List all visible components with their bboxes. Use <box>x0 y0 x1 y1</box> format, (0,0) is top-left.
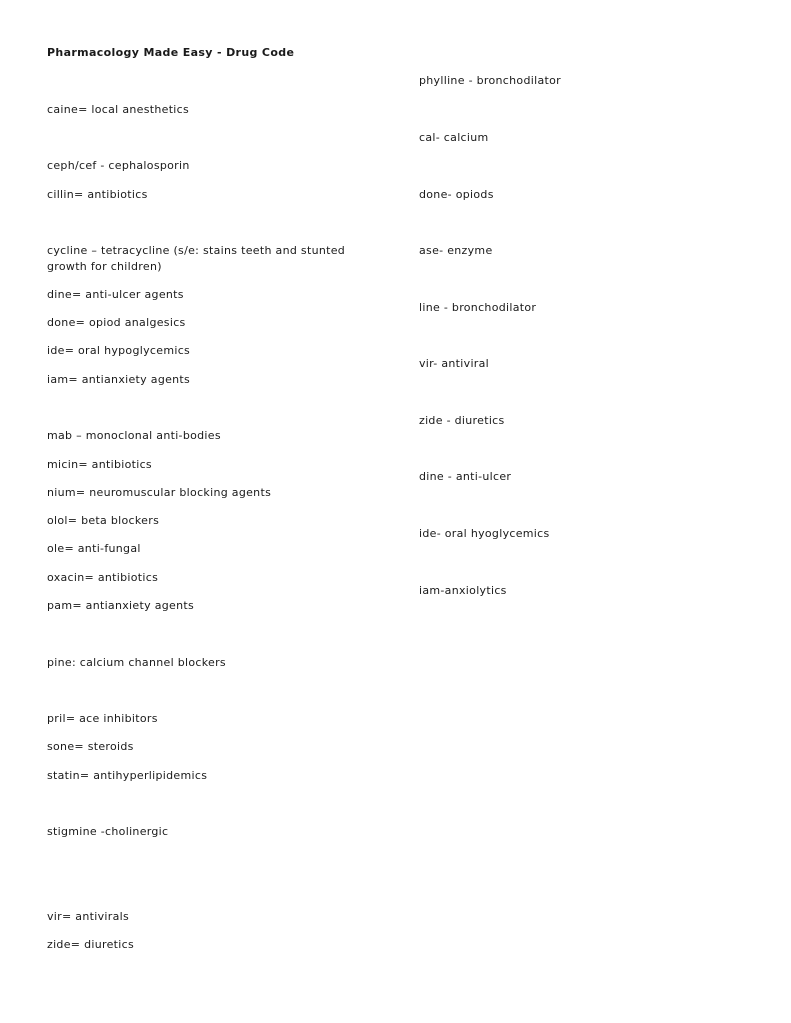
drug-code-entry: cycline – tetracycline (s/e: stains teeth and stunted growth for children) <box>47 244 346 273</box>
drug-code-entry: pam= antianxiety agents <box>47 599 195 612</box>
drug-code-entry: line - bronchodilator <box>419 301 537 314</box>
drug-code-entry: caine= local anesthetics <box>47 103 190 116</box>
drug-code-entry: pril= ace inhibitors <box>47 712 158 725</box>
drug-code-entry: done- opiods <box>419 188 494 201</box>
drug-code-entry: zide - diuretics <box>419 414 505 427</box>
drug-code-entry: ase- enzyme <box>419 244 493 257</box>
drug-code-entry: phylline - bronchodilator <box>419 74 561 87</box>
drug-code-entry: ole= anti-fungal <box>47 542 141 555</box>
drug-code-entry: done= opiod analgesics <box>47 316 186 329</box>
drug-code-entry: statin= antihyperlipidemics <box>47 769 208 782</box>
drug-code-entry: ide- oral hyoglycemics <box>419 527 550 540</box>
drug-code-entry: cal- calcium <box>419 131 489 144</box>
drug-code-entry: mab – monoclonal anti-bodies <box>47 429 221 442</box>
drug-code-entry: pine: calcium channel blockers <box>47 656 226 669</box>
drug-code-entry: nium= neuromuscular blocking agents <box>47 486 272 499</box>
drug-code-entry: oxacin= antibiotics <box>47 571 159 584</box>
drug-code-entry: dine - anti-ulcer <box>419 470 512 483</box>
drug-code-entry: ide= oral hypoglycemics <box>47 344 191 357</box>
drug-code-entry: ceph/cef - cephalosporin <box>47 159 190 172</box>
drug-code-entry: iam-anxiolytics <box>419 584 507 597</box>
drug-code-entry: iam= antianxiety agents <box>47 373 191 386</box>
drug-code-entry: cillin= antibiotics <box>47 188 148 201</box>
drug-code-entry: micin= antibiotics <box>47 458 152 471</box>
drug-code-entry: sone= steroids <box>47 740 134 753</box>
drug-code-entry: zide= diuretics <box>47 938 134 951</box>
drug-code-entry: stigmine -cholinergic <box>47 825 169 838</box>
document-title: Pharmacology Made Easy - Drug Code <box>47 46 295 59</box>
drug-code-entry: vir- antiviral <box>419 357 490 370</box>
drug-code-entry: dine= anti-ulcer agents <box>47 288 184 301</box>
drug-code-entry: olol= beta blockers <box>47 514 160 527</box>
drug-code-entry: vir= antivirals <box>47 910 129 923</box>
